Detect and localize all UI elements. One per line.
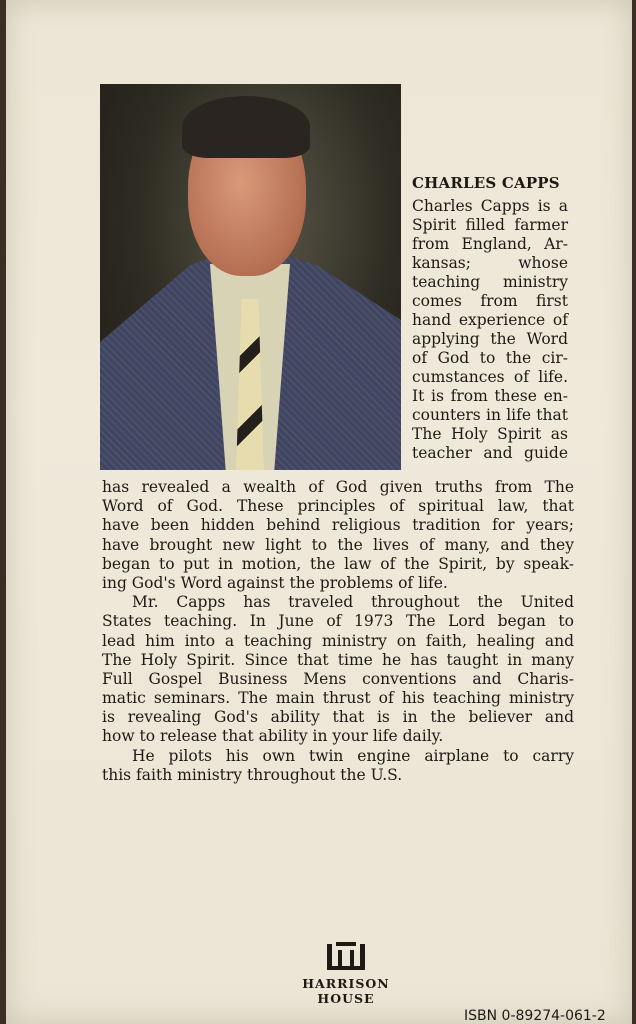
publisher-name-line2: HOUSE: [317, 991, 375, 1006]
bio-line: hand experience of: [412, 311, 568, 329]
publisher-name-line1: HARRISON: [302, 976, 390, 991]
bio-line: teacher and guide: [412, 444, 568, 462]
bio-line: Charles Capps is a: [412, 197, 568, 215]
bio-line: Full Gospel Business Mens conventions and Charis-: [102, 669, 574, 688]
bio-line: teaching ministry: [412, 273, 568, 291]
bio-line: It is from these en-: [412, 387, 568, 405]
bio-line: The Holy Spirit. Since that time he has taught in many: [102, 650, 574, 669]
bio-line: of God to the cir-: [412, 349, 568, 367]
bio-line: how to release that ability in your life daily.: [102, 727, 444, 746]
bio-line: counters in life that: [412, 406, 568, 424]
bio-side-column: [412, 197, 568, 463]
book-back-cover: [6, 0, 632, 1024]
bio-line: began to put in motion, the law of the Spirit, by speak-: [102, 554, 574, 573]
bio-line: has revealed a wealth of God given truths from The: [102, 478, 574, 496]
bio-line: matic seminars. The main thrust of his teaching ministry: [102, 689, 574, 708]
bio-line: is revealing God's ability that is in the believer and: [102, 708, 574, 727]
bio-line: comes from first: [412, 292, 568, 310]
publisher-block: [256, 940, 436, 1006]
bio-line: have been hidden behind religious tradition for years;: [102, 516, 574, 535]
isbn-number: ISBN 0-89274-061-2: [464, 1008, 606, 1024]
bio-body: [102, 478, 574, 785]
bio-line: The Holy Spirit as: [412, 425, 568, 443]
harrison-house-logo-icon: [324, 940, 368, 972]
bio-line: lead him into a teaching ministry on faith, healing and: [102, 631, 574, 650]
bio-line: Mr. Capps has traveled throughout the United: [132, 593, 574, 612]
author-photo: [100, 84, 401, 470]
bio-line: Word of God. These principles of spiritual law, that: [102, 497, 574, 516]
bio-line: Spirit filled farmer: [412, 216, 568, 234]
bio-line: have brought new light to the lives of many, and they: [102, 535, 574, 554]
bio-line: kansas; whose: [412, 254, 568, 272]
author-name: CHARLES CAPPS: [412, 174, 560, 192]
bio-line: applying the Word: [412, 330, 568, 348]
bio-line: States teaching. In June of 1973 The Lord began to: [102, 612, 574, 631]
bio-line: cumstances of life.: [412, 368, 568, 386]
bio-line: He pilots his own twin engine airplane to carry: [132, 746, 574, 765]
bio-line: ing God's Word against the problems of life.: [102, 573, 448, 592]
bio-line: this faith ministry throughout the U.S.: [102, 765, 403, 784]
bio-line: from England, Ar-: [412, 235, 568, 253]
